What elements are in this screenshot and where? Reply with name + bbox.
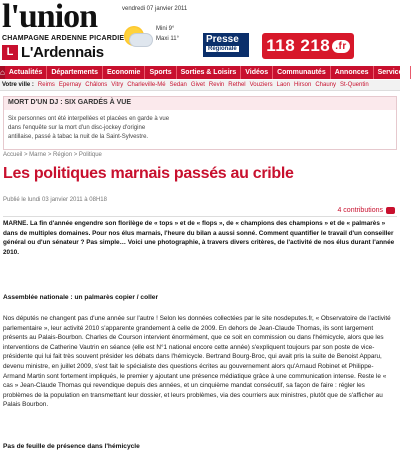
ardennais-name: L'Ardennais xyxy=(21,43,104,61)
presse-subtitle: Régionale xyxy=(208,46,237,52)
breadcrumb[interactable]: Accueil > Marne > Région > Politique xyxy=(3,152,102,158)
nav-actualites[interactable]: Actualités xyxy=(5,66,47,79)
presse-title: Presse xyxy=(206,34,239,45)
city-link[interactable]: St-Quentin xyxy=(340,82,369,88)
presse-regionale-logo[interactable] xyxy=(203,33,249,57)
city-link[interactable]: Givet xyxy=(190,82,205,88)
weather-date: vendredi 07 janvier 2011 xyxy=(122,6,188,12)
article-paragraph: Nos députés ne changent pas d'une année sur l'autre ! Selon les données collectées par le site nosdeputes.fr, « Observatoire de l'activité parlementaire », leur activité 2010 s'apparente grandement à celle de 2009. En dehors de Jean-Claude Thomas, ils sont largement présents au Palais-Bourbon. Charles de Courson intervient énormément, que ce soit en commission ou dans l'hémicycle, alors que les interventions de Catherine Vautrin en séance (elle est N°1 national encore cette année) s'expliquent toujours par son poste de vice-présidente qui lui fait très souvent présider les débats dans l'hémicycle. Bertrand Bourg-Broc, qui avait pris la suite de Benoist Apparu, devenu ministre, en juillet 2009, s'est fait le spécialiste des questions écrites au gouvernement alors qu'Arnaud Robinet et Philippe-Armand Martin sont fortement impliqués, le premier y ajoutant une présence médiatique grâce à une communication intense. Reste le « cas » Jean-Claude Thomas qui revendique depuis des années, et un cinquième mandat consécutif, sa façon de faire : régler les problèmes de la population en transmettant leur dossier, et leurs problèmes, via des courriers aux ministres, plutôt que de s'afficher au Palais Bourbon. xyxy=(3,315,391,409)
city-nav xyxy=(0,80,400,91)
city-link[interactable]: Revin xyxy=(208,82,225,88)
home-icon[interactable]: ⌂ xyxy=(0,68,5,77)
city-link[interactable]: Epernay xyxy=(58,82,82,88)
top-story-text: Six personnes ont été interpellées et placées en garde à vue dans l'enquête sur la mort d'un disc-jockey d'origine antillaise, passé à tabac la nuit de la Saint-Sylvestre. xyxy=(8,116,170,140)
section-heading: Assemblée nationale : un palmarès copier / coller xyxy=(3,294,159,301)
divider xyxy=(3,216,397,217)
city-link[interactable]: Châlons xyxy=(85,82,108,88)
site-header xyxy=(0,0,400,64)
nav-departements[interactable]: Départements xyxy=(47,66,103,79)
publish-date: Publié le lundi 03 janvier 2011 à 08H18 xyxy=(3,197,107,203)
ad-number: 118 218 xyxy=(266,36,331,55)
weather-min: Mini 9° xyxy=(156,26,175,32)
nav-annonces[interactable]: Annonces xyxy=(331,66,374,79)
city-link[interactable]: Vouziers xyxy=(249,82,273,88)
contributions-count: 4 contributions xyxy=(337,207,383,214)
top-story-heading[interactable]: MORT D'UN DJ : SIX GARDÉS À VUE xyxy=(4,97,396,110)
city-link[interactable]: Rethel xyxy=(228,82,246,88)
section-heading: Pas de feuille de présence dans l'hémicycle xyxy=(3,443,140,450)
nav-sorties-loisirs[interactable]: Sorties & Loisirs xyxy=(177,66,242,79)
weather-max: Maxi 11° xyxy=(156,36,179,42)
cloud-icon xyxy=(130,34,152,46)
nav-economie[interactable]: Economie xyxy=(103,66,145,79)
comment-bubble-icon xyxy=(386,207,395,214)
city-link[interactable]: Chauny xyxy=(315,82,337,88)
city-link[interactable]: Sedan xyxy=(169,82,187,88)
logo-union[interactable]: l'union xyxy=(2,0,98,35)
article-lead: MARNE. La fin d'année engendre son florilège de « tops » et de « flops », de « champions des champions » et de « palmarès » dans de multiples domaines. Pour nos élus marnais, l'heure du bilan a aussi sonné. Comment quantifier le travail d'un conseiller général ou d'un sénateur ? Pas simple… Voici une photographie, à travers divers critères, de l'activité de nos élus durant l'année 2010. xyxy=(3,220,395,256)
main-nav xyxy=(0,66,407,79)
ad-118218-banner[interactable] xyxy=(262,33,354,59)
ad-tld: .fr xyxy=(332,40,350,53)
weather-widget[interactable] xyxy=(122,6,196,60)
contributions-link[interactable] xyxy=(337,207,395,214)
city-link[interactable]: Vitry xyxy=(111,82,124,88)
nav-services[interactable]: Services xyxy=(374,66,411,79)
city-link[interactable]: Hirson xyxy=(293,82,312,88)
ardennais-mark-icon: L xyxy=(2,45,18,60)
city-link[interactable]: Laon xyxy=(276,82,290,88)
nav-communautes[interactable]: Communautés xyxy=(273,66,331,79)
city-nav-label: Votre ville : xyxy=(2,82,34,88)
nav-sports[interactable]: Sports xyxy=(145,66,176,79)
article-title: Les politiques marnais passés au crible xyxy=(3,165,294,182)
logo-subtitle: CHAMPAGNE ARDENNE PICARDIE xyxy=(2,35,125,42)
city-link[interactable]: Reims xyxy=(37,82,55,88)
logo-ardennais[interactable] xyxy=(2,43,114,61)
top-story-box[interactable] xyxy=(3,96,397,150)
nav-videos[interactable]: Vidéos xyxy=(241,66,273,79)
city-link[interactable]: Charleville-Mé xyxy=(127,82,166,88)
